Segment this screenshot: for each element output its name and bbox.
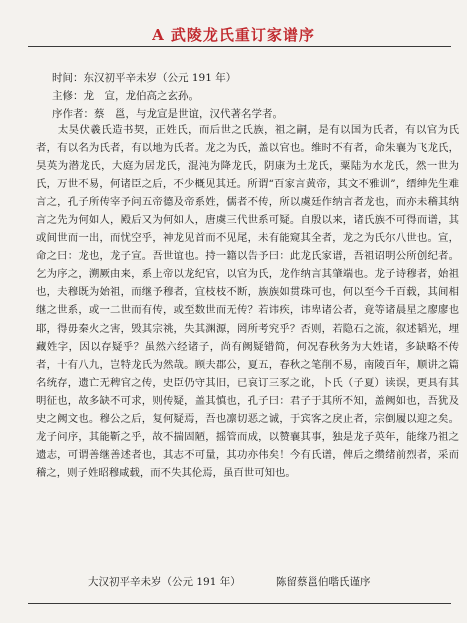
meta-time: 时间：东汉初平辛未岁（公元 191 年） [52, 72, 237, 84]
footer-signature: 陈留蔡邕伯喈氏谨序 [276, 576, 371, 588]
footer-date: 大汉初平辛未岁（公元 191 年） [88, 576, 241, 588]
bottom-rule [28, 603, 451, 604]
document-title: A 武陵龙氏重订家谱序 [152, 26, 315, 44]
preface-body: 太昊伏羲氏造书契，正姓氏，而后世之氏族，祖之嗣，是有以国为氏者，有以官为氏者，有以名为氏者，有以地为氏者。龙之为氏，盖以官也。维时不有者，命朱襄为飞龙氏，昊英为潜龙氏，大庭为居龙氏，混沌为降龙氏，阴康为土龙氏，粟陆为水龙氏，然一世为氏，万世不易，何诸臣之后，不少概见其迁。所谓“百家言黄帝，其文不雅训”，缙绅先生难言之，孔子所传宰予问五帝德及帝系姓，儒者不传，所以虞廷作纳言者龙也，而亦未稽其纳言之先为何如人，殿后又为何如人，唐虞三代世系可疑。自殷以来，诸氏族不可得而谱，其或间世而一出，而忧空乎，神龙见首而不见尾，未有能窥其全者，龙之为氏尔八世也。宣，命之曰：龙也，龙子宣。吾世谊也。持一籍以告予曰：此龙氏家谱，吾祖诏明公所创纪者。乞为序之，溯厥由来，系上帝以龙纪官，以官为氏，龙作纳言其肇端也。龙子诗穆者，始祖也，夫穆既为始祖，而继予穆者，宜枝枝不断，族族如贯珠可也，何以至今千百载，其间相继之世系，或一二世而有传，或至数世而无传？若讳疾，讳卑诸公者，竟等诸晨星之廖廖也耶，得毋秦火之害，毁其宗祧，失其渊源，罔所考究乎？否则，若隐石之流，叙述韬光，埋藏姓字，因以存疑乎？虽然六经诸子，尚有阙疑错简，何况春秋务为大姓诸，多缺略不传者，十有八九，岂特龙氏为然哉。顾夫郡公，夏五，春秋之笔削不易，南陵百年，顺讲之篇名统存，遗亡无稗官之传，史臣仍守其旧，已哀订三豕之讹，卜氏（子夏）读误，更具有其明征也，故多缺不可求，则传疑，盖其慎也，孔子曰：君子于其所不知，盖阙如也，吾犹及史之阙文也。穆公之后，复何疑焉，吾也凛切恶之诚，于宾客之戾止者，宗倒履以迎之矣。龙子问序，其能靳之乎，故不揣固陋，摇管而成，以赞襄其事，独是龙子英年，能缘乃祖之遗志，可谓善继善述者也，其志不可量，其功亦伟矣！今有氏谱，俾后之缵绪前烈者，采而稽之，则子姓昭穆咸载，而不失其伦焉，虽百世可知也。 [36, 124, 459, 479]
meta-editor: 主修：龙 宣，龙伯高之玄孙。 [52, 90, 199, 102]
meta-author: 序作者：蔡 邕，与龙宣是世谊，汉代著名学者。 [52, 108, 283, 120]
top-rule [28, 46, 451, 47]
